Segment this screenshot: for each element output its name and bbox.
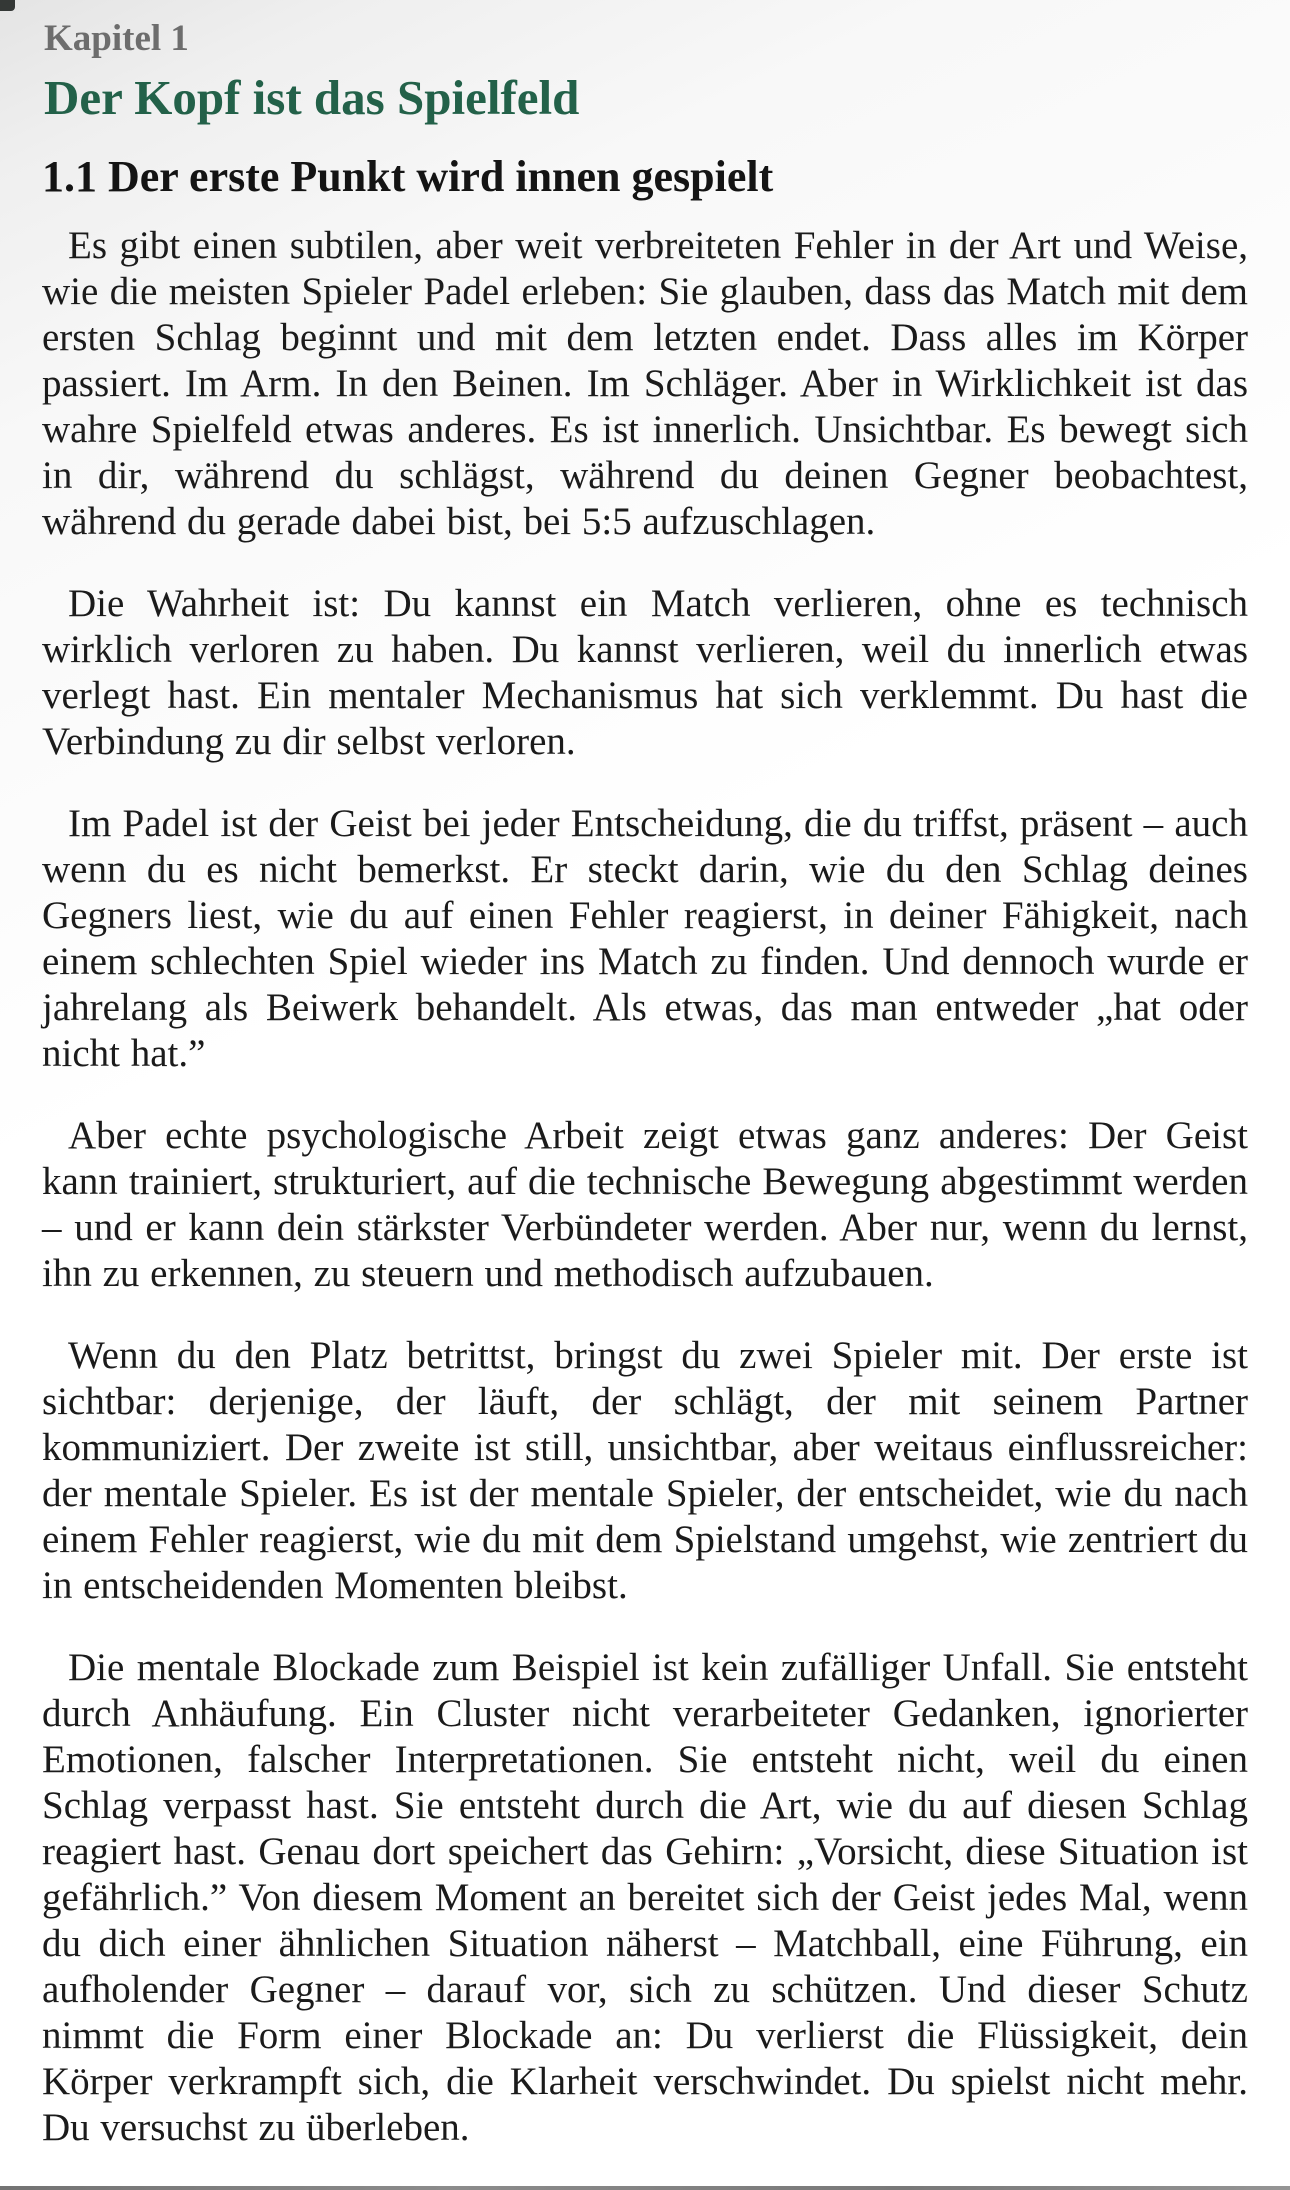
paragraph: Im Padel ist der Geist bei jeder Entscheidung, die du triffst, präsent – auch wenn du es nicht bemerkst. Er steckt darin, wie du den Schlag deines Gegners liest, wie du auf einen Fehler reagierst, in deiner Fähigkeit, nach einem schlechten Spiel wieder ins Match zu finden. Und dennoch wurde er jahrelang als Beiwerk behandelt. Als etwas, das man entweder „hat oder nicht hat.”	[42, 802, 1248, 1076]
paragraph: Die Wahrheit ist: Du kannst ein Match verlieren, ohne es technisch wirklich verloren zu haben. Du kannst verlieren, weil du innerlich etwas verlegt hast. Ein mentaler Mechanismus hat sich verklemmt. Du hast die Verbindung zu dir selbst verloren.	[42, 582, 1248, 764]
page-bottom-edge	[0, 2186, 1290, 2190]
paragraph: Es gibt einen subtilen, aber weit verbreiteten Fehler in der Art und Weise, wie die meisten Spieler Padel erleben: Sie glauben, dass das Match mit dem ersten Schlag beginnt und mit dem letzten endet. Dass alles im Körper passiert. Im Arm. In den Beinen. Im Schläger. Aber in Wirklichkeit ist das wahre Spielfeld etwas anderes. Es ist innerlich. Unsichtbar. Es bewegt sich in dir, während du schlägst, während du deinen Gegner beobachtest, während du gerade dabei bist, bei 5:5 aufzuschlagen.	[42, 224, 1248, 544]
chapter-title: Der Kopf ist das Spielfeld	[44, 69, 580, 125]
paragraph: Wenn du den Platz betrittst, bringst du zwei Spieler mit. Der erste ist sichtbar: derjenige, der läuft, der schlägt, der mit seinem Partner kommuniziert. Der zweite ist still, unsichtbar, aber weitaus einflussreicher: der mentale Spieler. Es ist der mentale Spieler, der entscheidet, wie du nach einem Fehler reagierst, wie du mit dem Spielstand umgehst, wie zentriert du in entscheidenden Momenten bleibst.	[42, 1334, 1248, 1608]
paragraph: Aber echte psychologische Arbeit zeigt etwas ganz anderes: Der Geist kann trainiert, strukturiert, auf die technische Bewegung abgestimmt werden – und er kann dein stärkster Verbündeter werden. Aber nur, wenn du lernst, ihn zu erkennen, zu steuern und methodisch aufzubauen.	[42, 1114, 1248, 1296]
section-heading: 1.1 Der erste Punkt wird innen gespielt	[42, 152, 774, 202]
body-text	[42, 223, 1248, 2151]
paragraph: Die mentale Blockade zum Beispiel ist kein zufälliger Unfall. Sie entsteht durch Anhäufung. Ein Cluster nicht verarbeiteter Gedanken, ignorierter Emotionen, falscher Interpretationen. Sie entsteht nicht, weil du einen Schlag verpasst hast. Sie entsteht durch die Art, wie du auf diesen Schlag reagiert hast. Genau dort speichert das Gehirn: „Vorsicht, diese Situation ist gefährlich.” Von diesem Moment an bereitet sich der Geist jedes Mal, wenn du dich einer ähnlichen Situation näherst – Matchball, eine Führung, ein aufholender Gegner – darauf vor, sich zu schützen. Und dieser Schutz nimmt die Form einer Blockade an: Du verlierst die Flüssigkeit, dein Körper verkrampft sich, die Klarheit verschwindet. Du spielst nicht mehr. Du versuchst zu überleben.	[42, 1646, 1248, 2150]
chapter-label: Kapitel 1	[44, 18, 189, 59]
